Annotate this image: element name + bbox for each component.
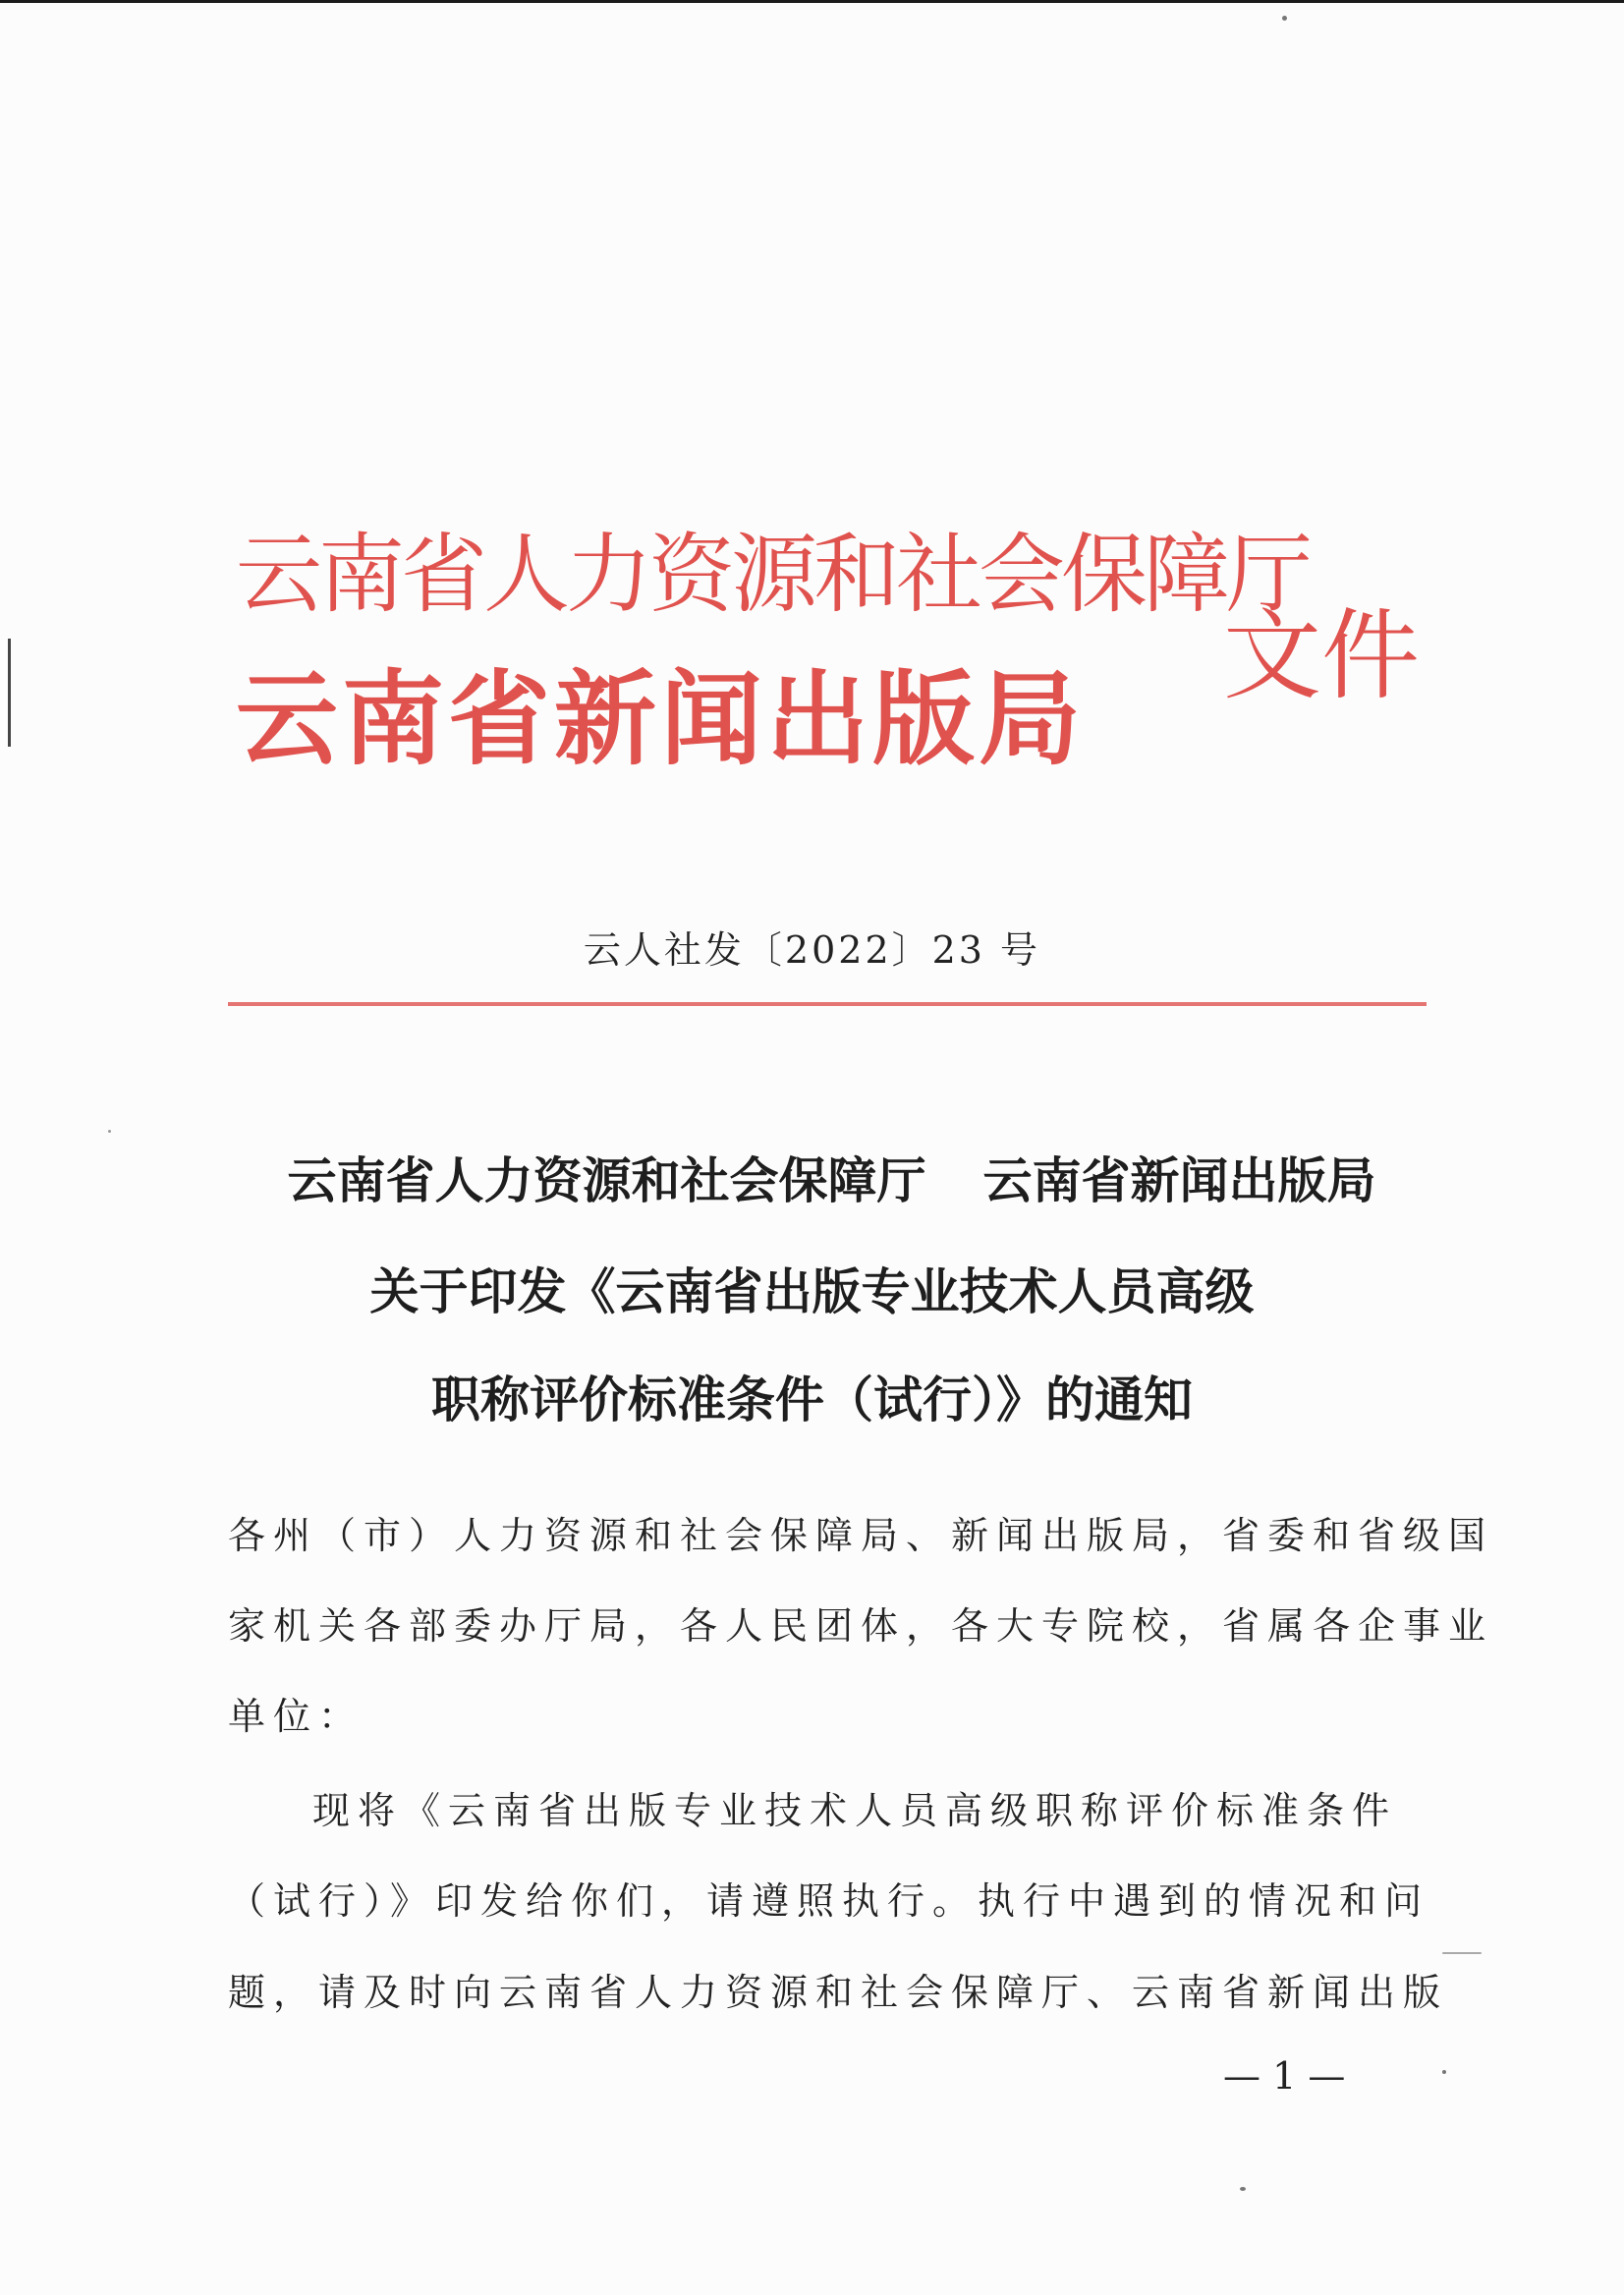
body-line-2: 家机关各部委办厅局，各人民团体，各大专院校，省属各企事业 bbox=[228, 1604, 1494, 1648]
header-suffix: 文件 bbox=[1223, 598, 1420, 713]
scan-speck bbox=[1240, 2187, 1246, 2191]
red-separator-line bbox=[228, 1002, 1427, 1006]
document-number: 云人社发〔2022〕23 号 bbox=[583, 928, 1041, 972]
red-header bbox=[236, 521, 1444, 796]
scan-speck bbox=[1442, 2070, 1446, 2074]
body-line-6: 题，请及时向云南省人力资源和社会保障厅、云南省新闻出版 bbox=[228, 1971, 1449, 2014]
body-line-1: 各州（市）人力资源和社会保障局、新闻出版局，省委和省级国 bbox=[228, 1514, 1494, 1557]
body-line-5: （试行）》印发给你们，请遵照执行。执行中遇到的情况和问 bbox=[228, 1879, 1430, 1923]
scan-speck bbox=[108, 1130, 111, 1133]
title-issuer-2: 云南省新闻出版局 bbox=[982, 1152, 1376, 1209]
title-line-2: 关于印发《云南省出版专业技术人员高级 bbox=[369, 1263, 1255, 1320]
body-line-3: 单位： bbox=[228, 1695, 364, 1738]
header-issuer-2: 云南省新闻出版局 bbox=[236, 658, 1086, 779]
scan-speck bbox=[1282, 16, 1287, 21]
title-line-1 bbox=[20, 1151, 1624, 1210]
scan-speck bbox=[1442, 1952, 1482, 1954]
scan-edge-top bbox=[0, 0, 1624, 3]
page-number: — 1 — bbox=[1223, 2054, 1346, 2098]
title-line-3: 职称评价标准条件（试行）》的通知 bbox=[431, 1371, 1193, 1428]
body-line-4: 现将《云南省出版专业技术人员高级职称评价标准条件 bbox=[312, 1789, 1398, 1832]
title-issuer-1: 云南省人力资源和社会保障厅 bbox=[287, 1152, 926, 1209]
header-issuer-1: 云南省人力资源和社会保障厅 bbox=[236, 524, 1310, 625]
scan-edge-left bbox=[8, 639, 11, 747]
